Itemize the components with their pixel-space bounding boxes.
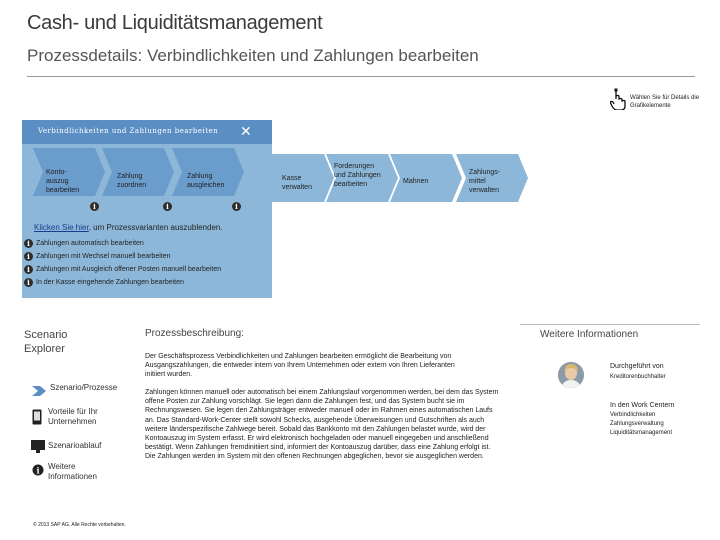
page-subtitle: Prozessdetails: Verbindlichkeiten und Zahlungen bearbeiten [27,46,479,65]
work-center-item: Zahlungsverwaltung [610,421,664,427]
toggle-variants-line [34,223,223,232]
explorer-title-line2: Explorer [24,343,65,355]
svg-text:i: i [36,465,40,476]
step-zahlung-zuordnen-info-icon[interactable]: i [163,202,172,211]
toggle-variants-link[interactable]: Klicken Sie hier [34,223,89,232]
performed-by-label: Durchgeführt von [610,363,664,370]
process-panel-title: Verbindlichkeiten und Zahlungen bearbeiten [38,127,219,135]
pointing-hand-icon [610,88,628,110]
variant-item[interactable] [24,251,171,262]
work-center-item: Verbindlichkeiten [610,412,656,418]
info-icon: i [24,265,33,274]
step-zahlung-ausgleichen-info-icon[interactable]: i [232,202,241,211]
close-icon[interactable]: ✕ [240,123,252,139]
work-center-list [610,411,710,438]
toggle-variants-suffix: , um Prozessvarianten auszublenden. [88,223,223,232]
process-description-intro: Der Geschäftsprozess Verbindlichkeiten und Zahlungen bearbeiten ermöglicht die Bearbeitung von Ausgangszahlungen, die entweder intern von Ihrem Unternehmen oder extern von Ihren Lieferanten initiiert wurden. [145,353,455,378]
work-center-label: In den Work Centern [610,402,675,409]
page-title: Cash- und Liquiditätsmanagement [27,12,323,34]
arrow-icon [32,383,46,401]
variant-label: Zahlungen mit Ausgleich offener Posten manuell bearbeiten [36,266,222,273]
mobile-device-icon [32,409,42,430]
explorer-title-line1: Scenario [24,329,68,341]
further-info-title: Weitere Informationen [540,329,639,340]
header-divider [27,76,695,77]
process-description-body: Zahlungen können manuell oder automatisch bei einem Zahlungslauf vorgenommen werden, bei dem das System offene Posten zur Zahlung vorschlägt. Sie legen dann die Zahlungen fest, und das System bucht sie im Rechnungswesen. Sie legen den Zahlungsträger entweder manuell oder im Rahmen eines automatischen Laufs an. Das Standard-Work-Center stellt sowohl Schecks, ausgehende Überweisungen und Gutschriften als auch weitere länderspezifische Zahlwege bereit. Sobald das Bankkonto mit den Zahlungen belastet wurde, wird der Kontoauszug im System erfasst. Er wird elektronisch hochgeladen oder manuell eingegeben und anschließend bestätigt. Wenn Zahlungen fremdinitiiert sind, informiert der Kontoauszug darüber, dass eine Zahlung erfolgt ist. Die Zahlungen werden im System mit den offenen Rechnungen abgeglichen, bevor sie ausgeglichen werden. [145,389,499,461]
further-info-divider [520,324,700,325]
step-zahlungsmittel-label: Zahlungs- mittel verwalten [469,169,501,194]
nav-further-info[interactable]: Weitere Informationen [48,462,97,481]
scenario-explorer-title [24,328,67,356]
nav-benefits[interactable]: Vorteile für Ihr Unternehmen [48,407,98,426]
step-forderungen-label: Forderungen und Zahlungen bearbeiten [334,163,381,188]
hint-text: Wählen Sie für Details die Grafikelemente [630,95,700,109]
info-icon [32,463,44,481]
info-icon: i [24,278,33,287]
variant-label: Zahlungen mit Wechsel manuell bearbeiten [36,253,171,260]
info-icon: i [24,252,33,261]
work-center-item: Liquiditätsmanagement [610,430,673,436]
variant-item[interactable] [24,238,144,249]
step-kasse-label: Kasse verwalten [282,175,312,191]
step-zahlung-ausgleichen-label: Zahlung ausgleichen [187,173,225,189]
process-description-title: Prozessbeschreibung: [145,328,244,339]
step-kontoauszug-label: Konto- auszug bearbeiten [46,169,80,194]
variant-label: In der Kasse eingehende Zahlungen bearbeiten [36,279,184,286]
copyright: © 2013 SAP AG. Alle Rechte vorbehalten. [33,522,126,528]
info-icon: i [24,239,33,248]
performed-by-value: Kreditorenbuchhalter [610,374,666,380]
avatar [558,362,584,388]
nav-scenario-flow[interactable]: Szenarioablauf [48,441,102,450]
variant-label: Zahlungen automatisch bearbeiten [36,240,144,247]
step-mahnen-label: Mahnen [403,178,429,185]
variant-item[interactable] [24,277,184,288]
step-zahlung-zuordnen-label: Zahlung zuordnen [117,173,147,189]
nav-scenario-processes[interactable]: Szenario/Prozesse [50,383,118,392]
monitor-icon [31,440,45,458]
variant-item[interactable] [24,264,221,275]
step-kontoauszug-info-icon[interactable]: i [90,202,99,211]
